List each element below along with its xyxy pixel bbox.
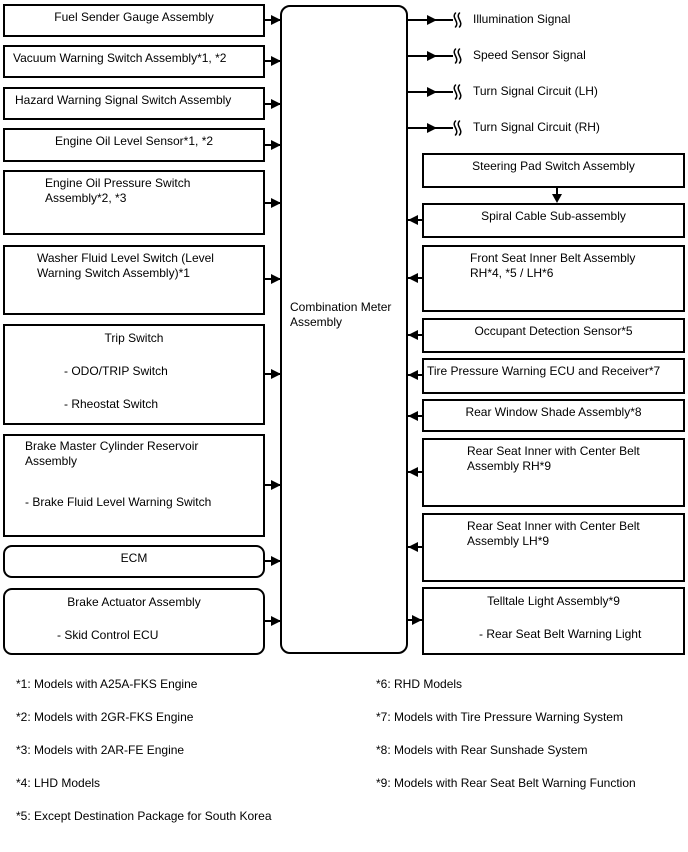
box-label: Combination Meter (290, 300, 392, 314)
footnote-8: *8: Models with Rear Sunshade System (376, 743, 588, 757)
box-label: Steering Pad Switch Assembly (472, 159, 635, 173)
arrow-left-icon (408, 411, 418, 421)
box-vacuum-warning-switch-assembly (3, 45, 265, 78)
box-telltale-light-assembly (422, 587, 685, 655)
box-hazard-warning-signal-switch-assembly (3, 87, 265, 120)
wire-break-icon (451, 48, 464, 65)
box-rear-window-shade-assembly (422, 399, 685, 432)
box-rear-seat-inner-belt-rh (422, 438, 685, 507)
box-label: Assembly RH*9 (467, 459, 552, 473)
box-label: ECM (120, 551, 148, 565)
arrow-right-icon (271, 56, 281, 66)
combination-meter-label (290, 300, 391, 330)
box-tire-pressure-warning-ecu-and-receiver (422, 358, 685, 394)
box-label: Front Seat Inner Belt Assembly (470, 251, 636, 265)
footnote-9: *9: Models with Rear Seat Belt Warning Function (376, 776, 636, 790)
box-brake-master-cylinder-reservoir-assembly (3, 434, 265, 537)
box-fuel-sender-gauge-assembly (3, 4, 265, 37)
box-sub-item: - Brake Fluid Level Warning Switch (25, 495, 212, 509)
box-sub-item: - Rear Seat Belt Warning Light (479, 627, 642, 641)
arrow-left-icon (408, 542, 418, 552)
box-sub-item: - Skid Control ECU (57, 628, 159, 642)
wire-break-icon (451, 12, 464, 29)
signal-label: Turn Signal Circuit (RH) (473, 120, 600, 134)
arrow-left-icon (408, 273, 418, 283)
arrow-left-icon (408, 215, 418, 225)
arrow-left-icon (408, 370, 418, 380)
box-label: Assembly (25, 454, 78, 468)
box-spiral-cable-sub-assembly (422, 203, 685, 238)
wire-break-icon (451, 120, 464, 137)
box-washer-fluid-level-switch (3, 245, 265, 315)
box-brake-actuator-assembly (3, 588, 265, 655)
footnote-7: *7: Models with Tire Pressure Warning System (376, 710, 623, 724)
box-label: RH*4, *5 / LH*6 (470, 266, 554, 280)
box-engine-oil-level-sensor (3, 128, 265, 162)
arrow-right-icon (427, 15, 437, 25)
box-front-seat-inner-belt-assembly (422, 245, 685, 312)
box-label: Assembly LH*9 (467, 534, 550, 548)
box-label: Telltale Light Assembly*9 (487, 594, 620, 608)
box-engine-oil-pressure-switch-assembly (3, 170, 265, 235)
box-label: Rear Window Shade Assembly*8 (465, 405, 642, 419)
arrow-left-icon (408, 330, 418, 340)
box-label: Assembly (290, 315, 343, 329)
box-occupant-detection-sensor (422, 318, 685, 353)
box-steering-pad-switch-assembly (422, 153, 685, 188)
box-label: Vacuum Warning Switch Assembly*1, *2 (13, 51, 227, 65)
box-trip-switch (3, 324, 265, 425)
footnote-5: *5: Except Destination Package for South Korea (16, 809, 272, 823)
box-ecm (3, 545, 265, 578)
box-sub-item: - Rheostat Switch (64, 397, 159, 411)
arrow-right-icon (271, 274, 281, 284)
arrow-right-icon (271, 556, 281, 566)
arrow-right-icon (427, 123, 437, 133)
arrow-right-icon (271, 480, 281, 490)
arrow-right-icon (271, 15, 281, 25)
signal-label: Illumination Signal (473, 12, 571, 26)
box-rear-seat-inner-belt-lh (422, 513, 685, 582)
box-label: Spiral Cable Sub-assembly (481, 209, 626, 223)
arrow-right-icon (271, 99, 281, 109)
box-label: Occupant Detection Sensor*5 (474, 324, 633, 338)
box-label: Rear Seat Inner with Center Belt (467, 444, 640, 458)
box-label: Engine Oil Pressure Switch (45, 176, 191, 190)
footnote-3: *3: Models with 2AR-FE Engine (16, 743, 185, 757)
box-label: Tire Pressure Warning ECU and Receiver*7 (427, 364, 661, 378)
box-label: Brake Actuator Assembly (67, 595, 201, 609)
footnote-1: *1: Models with A25A-FKS Engine (16, 677, 198, 691)
box-label: Engine Oil Level Sensor*1, *2 (54, 134, 214, 148)
box-label: Warning Switch Assembly)*1 (37, 266, 190, 280)
arrow-right-icon (427, 51, 437, 61)
arrow-right-icon (271, 616, 281, 626)
box-label: Hazard Warning Signal Switch Assembly (15, 93, 232, 107)
box-label: Assembly*2, *3 (45, 191, 127, 205)
footnote-2: *2: Models with 2GR-FKS Engine (16, 710, 194, 724)
wire-break-icon (451, 84, 464, 101)
signal-label: Turn Signal Circuit (LH) (473, 84, 598, 98)
box-label: Trip Switch (104, 331, 164, 345)
arrow-right-icon (271, 198, 281, 208)
box-label: Rear Seat Inner with Center Belt (467, 519, 640, 533)
arrow-down-icon (552, 194, 562, 203)
arrow-left-icon (408, 467, 418, 477)
signal-label: Speed Sensor Signal (473, 48, 586, 62)
footnote-6: *6: RHD Models (376, 677, 463, 691)
box-label: Fuel Sender Gauge Assembly (54, 10, 214, 24)
arrow-right-icon (427, 87, 437, 97)
arrow-right-icon (412, 615, 422, 625)
arrow-right-icon (271, 369, 281, 379)
box-combination-meter-assembly (280, 5, 408, 654)
box-sub-item: - ODO/TRIP Switch (64, 364, 168, 378)
footnote-4: *4: LHD Models (16, 776, 101, 790)
box-label: Brake Master Cylinder Reservoir (25, 439, 199, 453)
box-label: Washer Fluid Level Switch (Level (37, 251, 214, 265)
arrow-right-icon (271, 140, 281, 150)
